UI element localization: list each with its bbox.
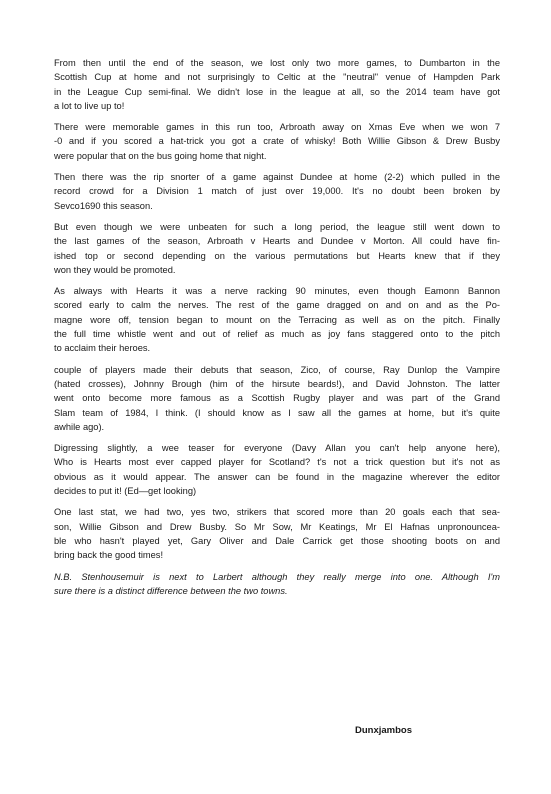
paragraph-final-whistle — [54, 284, 500, 355]
text-line: sure there is a distinct difference between the two towns. — [54, 585, 288, 596]
text-line: From then until the end of the season, we lost only two more games, to Dumbarton in the — [54, 58, 500, 68]
text-line: the full time whistle went and out of relief as much as joy fans staggered onto to the pitch — [54, 329, 500, 340]
text-line: (hated crosses), Johnny Brough (him of the hirsute beards!), and David Johnston. The latter — [54, 378, 500, 389]
text-line: N.B. Stenhousemuir is next to Larbert although they really merge into one. Although I'm — [54, 571, 500, 582]
text-line: obvious as it would appear. The answer can be found in the magazine wherever the editor — [54, 471, 500, 482]
text-line: a lot to live up to! — [54, 100, 125, 111]
text-line: awhile ago). — [54, 421, 105, 432]
article-body — [54, 56, 500, 605]
text-line: As always with Hearts it was a nerve racking 90 minutes, even though Eamonn Bannon — [54, 286, 500, 297]
text-line: Then there was the rip snorter of a game against Dundee at home (2-2) which pulled in the — [54, 172, 500, 183]
text-line: in the League Cup semi-final. We didn't lose in the league at all, so the 2014 team have got — [54, 86, 500, 97]
author-signature: Dunxjambos — [355, 725, 413, 736]
text-line: Who is Hearts most ever capped player for Scotland? t's not a trick question but it's not as — [54, 457, 500, 468]
text-line: ble who hasn't played yet, Gary Oliver and Dale Carrick get those shooting boots on and — [54, 535, 500, 546]
paragraph-end-of-season — [54, 56, 500, 113]
text-line: went onto become more famous as a Scottish Rugby player and was part of the Grand — [54, 393, 500, 404]
text-line: scored early to calm the nerves. The rest of the game dragged on and on and as the Po- — [54, 300, 500, 311]
text-line: the last games of the season, Arbroath v Hearts and Dundee v Morton. All could have fin- — [54, 236, 500, 247]
text-line: won they would be promoted. — [54, 264, 176, 275]
text-line: couple of players made their debuts that season, Zico, of course, Ray Dunlop the Vampire — [54, 364, 500, 375]
text-line: magne wore off, tension began to mount on the Terracing as well as on the pitch. Finally — [54, 314, 500, 325]
text-line: There were memorable games in this run too, Arbroath away on Xmas Eve when we won 7 — [54, 122, 500, 133]
text-line: to acclaim their heroes. — [54, 343, 151, 354]
text-line: Slam team of 1984, I think. (I should know as I saw all the games at home, but it's quite — [54, 407, 500, 418]
text-line: ished top or second depending on the various permutations but Hearts knew that if they — [54, 250, 500, 261]
paragraph-last-stat — [54, 505, 500, 562]
paragraph-debuts — [54, 363, 500, 434]
text-line: -0 and if you scored a hat-trick you got a crate of whisky! Both Willie Gibson & Drew Busby — [54, 136, 500, 147]
nb-note — [54, 570, 500, 599]
text-line: were popular that on the bus going home that night. — [54, 150, 267, 161]
paragraph-last-games — [54, 220, 500, 277]
text-line: Digressing slightly, a wee teaser for everyone (Davy Allan you can't help anyone here), — [54, 443, 500, 454]
paragraph-teaser — [54, 441, 500, 498]
text-line: decides to put it! (Ed—get looking) — [54, 486, 197, 497]
paragraph-dundee-match — [54, 170, 500, 213]
text-line: Sevco1690 this season. — [54, 200, 153, 211]
text-line: One last stat, we had two, yes two, strikers that scored more than 20 goals each that sea- — [54, 507, 500, 518]
paragraph-memorable-games — [54, 120, 500, 163]
text-line: son, Willie Gibson and Drew Busby. So Mr Sow, Mr Keatings, Mr El Hafnas unpronouncea- — [54, 521, 500, 532]
text-line: But even though we were unbeaten for such a long period, the league still went down to — [54, 221, 500, 232]
text-line: bring back the good times! — [54, 550, 164, 561]
text-line: Scottish Cup at home and not surprisingly to Celtic at the "neutral" venue of Hampden Park — [54, 72, 500, 83]
text-line: record crowd for a Division 1 match of just over 19,000. It's no doubt been broken by — [54, 186, 500, 197]
